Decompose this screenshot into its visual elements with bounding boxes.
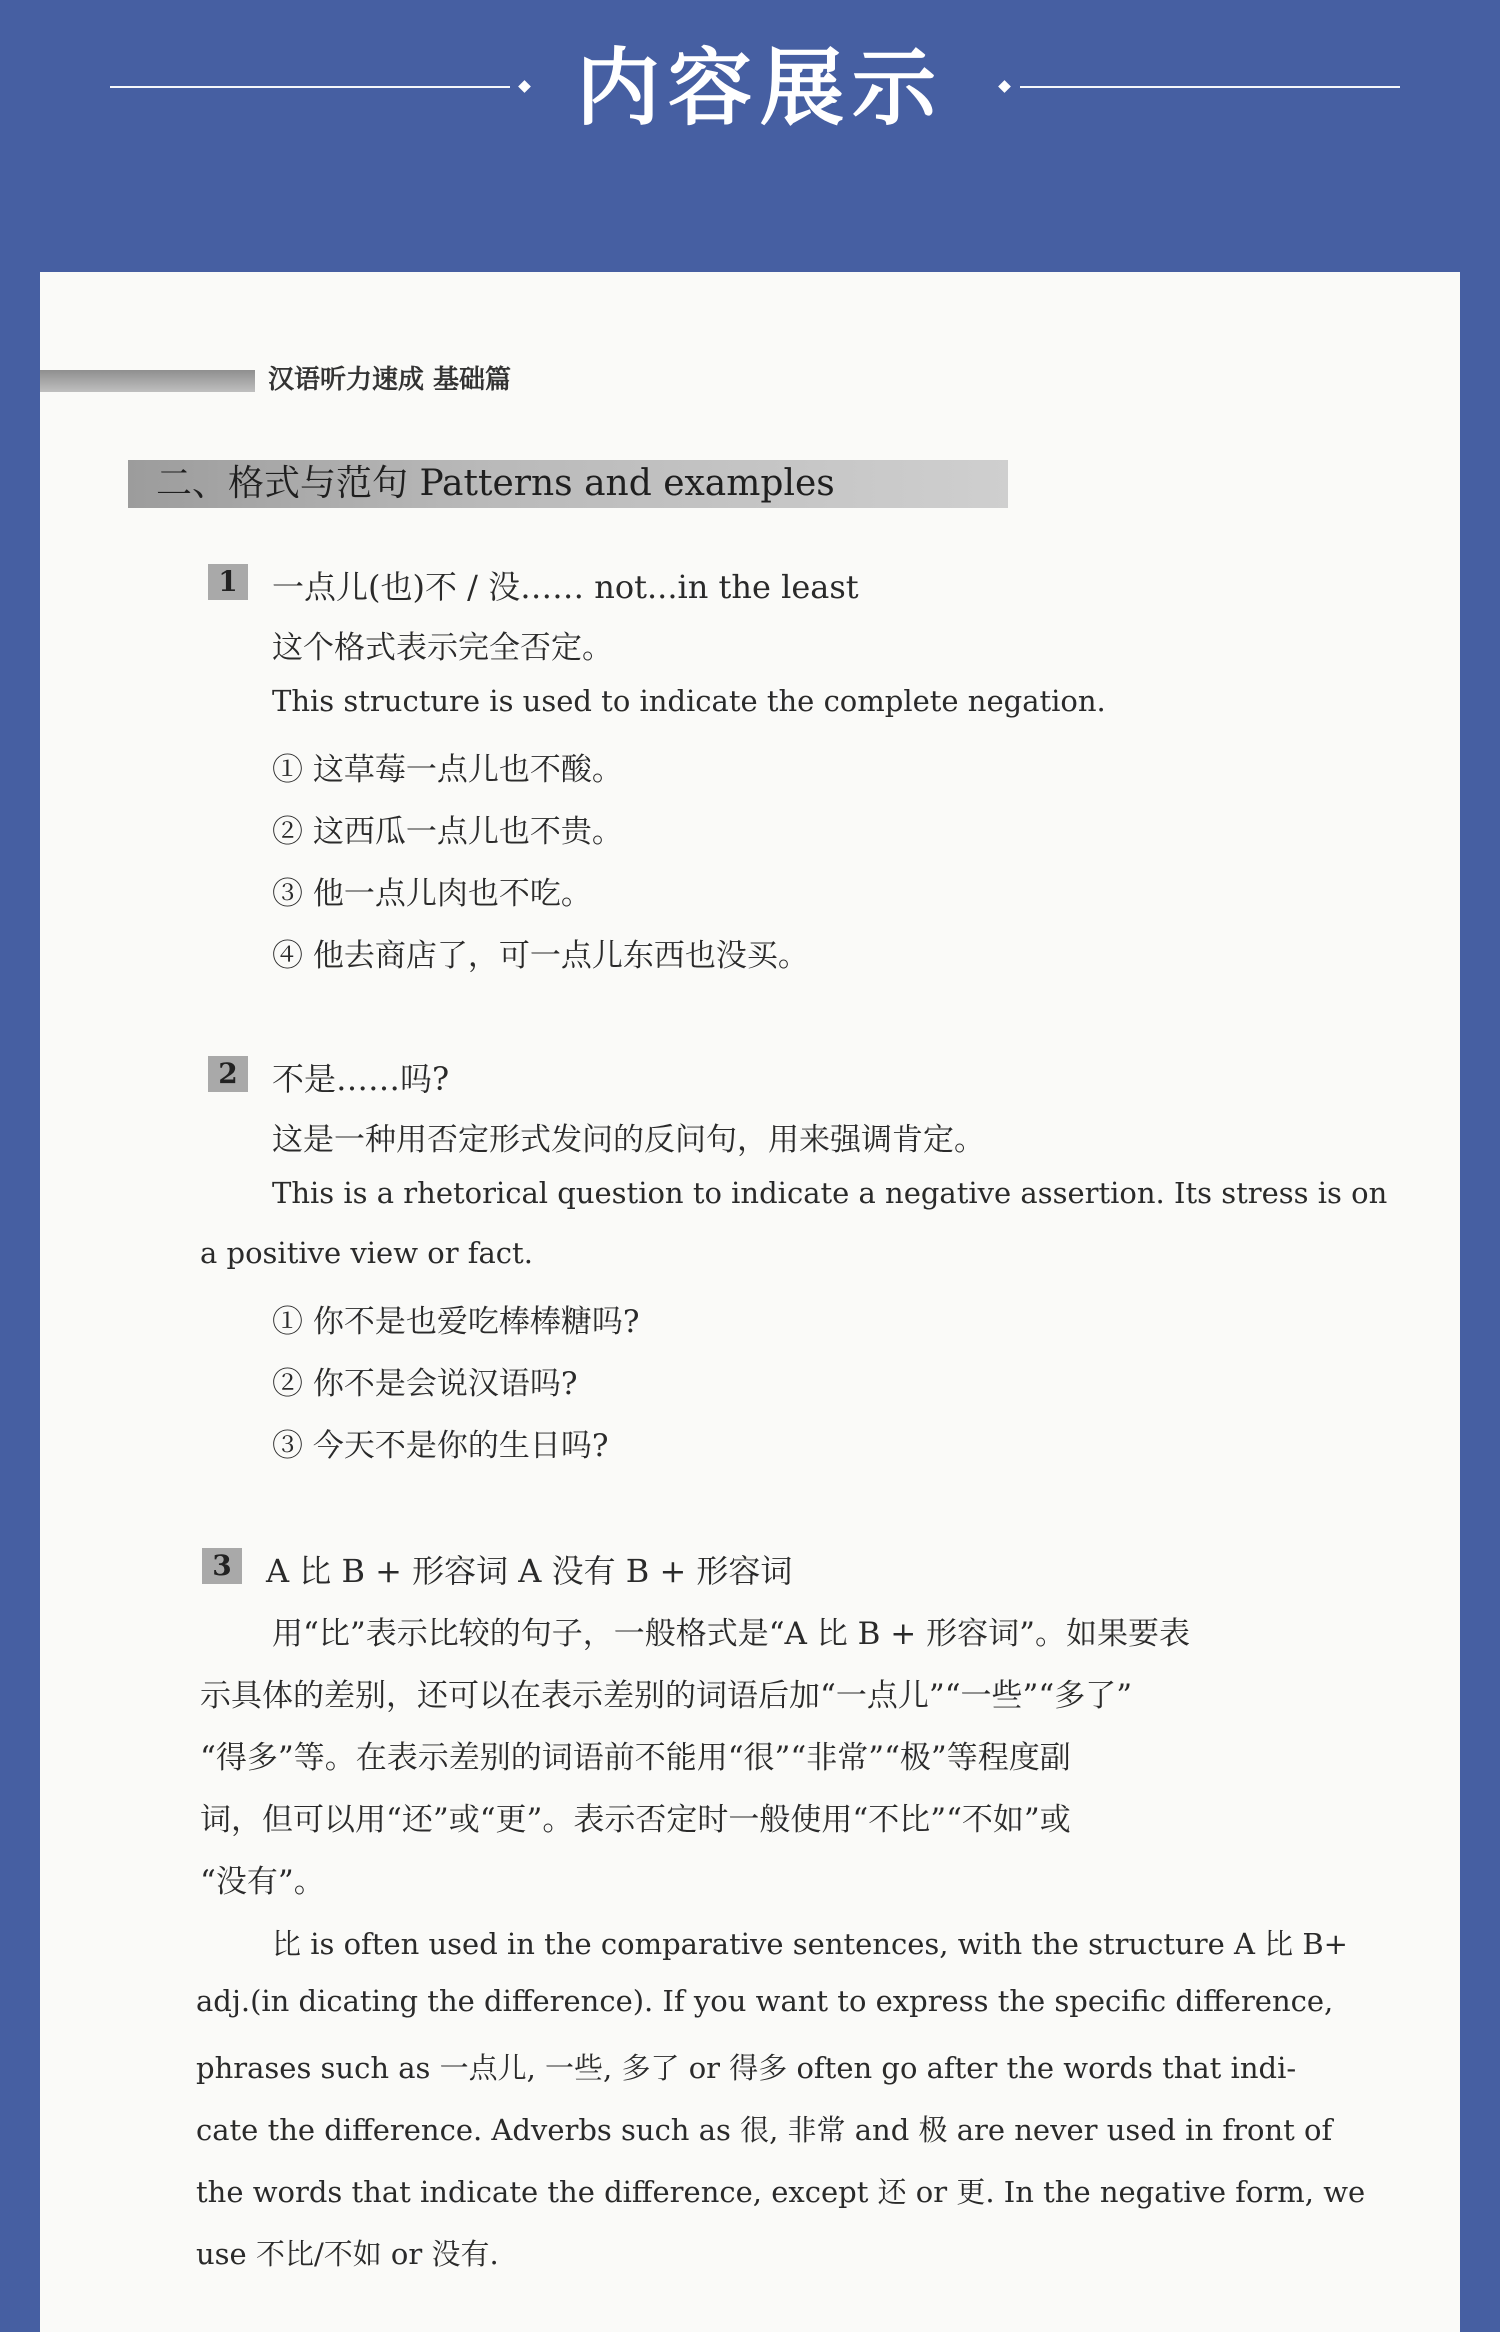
banner-diamond-left — [518, 80, 531, 93]
book-page — [40, 272, 1460, 2332]
example-sentence: ④ 他去商店了，可一点儿东西也没买。 — [272, 938, 809, 974]
example-sentence: ③ 他一点儿肉也不吃。 — [272, 876, 592, 912]
item-description-en: cate the difference. Adverbs such as 很, 非常 and 极 are never used in front of — [196, 2113, 1333, 2147]
section-title: 二、格式与范句 Patterns and examples — [156, 463, 835, 504]
banner — [0, 0, 1500, 272]
running-head — [40, 360, 640, 400]
example-sentence: ② 你不是会说汉语吗? — [272, 1366, 578, 1402]
example-sentence: ③ 今天不是你的生日吗? — [272, 1428, 609, 1464]
item-description-en: a positive view or fact. — [200, 1236, 533, 1270]
item-description-en: 比 is often used in the comparative sentences, with the structure A 比 B+ — [272, 1927, 1348, 1961]
item-description-zh: 这是一种用否定形式发问的反问句，用来强调肯定。 — [272, 1122, 985, 1158]
banner-title: 内容展示 — [575, 39, 944, 137]
item-description-en: the words that indicate the difference, except 还 or 更. In the negative form, we — [196, 2175, 1366, 2209]
item-heading: 不是……吗? — [272, 1060, 450, 1098]
item-description-zh: 这个格式表示完全否定。 — [272, 630, 613, 666]
section-heading — [128, 460, 1008, 508]
item-description-en: use 不比/不如 or 没有. — [196, 2237, 499, 2271]
item-number: 3 — [202, 1548, 242, 1584]
item-heading: A 比 B + 形容词 A 没有 B + 形容词 — [266, 1552, 793, 1590]
item-description-en: This structure is used to indicate the complete negation. — [272, 684, 1106, 718]
item-description-en: adj.(in dicating the difference). If you want to express the specific difference, — [196, 1984, 1334, 2018]
example-sentence: ① 你不是也爱吃棒棒糖吗? — [272, 1304, 640, 1340]
item-description-zh: 示具体的差别，还可以在表示差别的词语后加“一点儿”“一些”“多了” — [200, 1678, 1133, 1714]
item-description-en: This is a rhetorical question to indicate a negative assertion. Its stress is on — [272, 1176, 1388, 1210]
banner-divider-right — [1020, 86, 1400, 88]
item-number: 1 — [208, 564, 248, 600]
item-description-zh: “得多”等。在表示差别的词语前不能用“很”“非常”“极”等程度副 — [200, 1740, 1071, 1776]
running-head-text: 汉语听力速成 基础篇 — [268, 365, 512, 395]
item-description-zh: “没有”。 — [200, 1864, 325, 1900]
banner-divider-left — [110, 86, 510, 88]
example-sentence: ① 这草莓一点儿也不酸。 — [272, 752, 623, 788]
running-head-bar — [40, 370, 255, 392]
item-number: 2 — [208, 1056, 248, 1092]
item-heading: 一点儿(也)不 / 没…… not...in the least — [272, 568, 859, 606]
item-description-zh: 词，但可以用“还”或“更”。表示否定时一般使用“不比”“不如”或 — [200, 1802, 1071, 1838]
banner-diamond-right — [998, 80, 1011, 93]
item-description-zh: 用“比”表示比较的句子，一般格式是“A 比 B + 形容词”。如果要表 — [272, 1616, 1190, 1652]
item-description-en: phrases such as 一点儿, 一些, 多了 or 得多 often go after the words that indi- — [196, 2051, 1297, 2085]
example-sentence: ② 这西瓜一点儿也不贵。 — [272, 814, 623, 850]
